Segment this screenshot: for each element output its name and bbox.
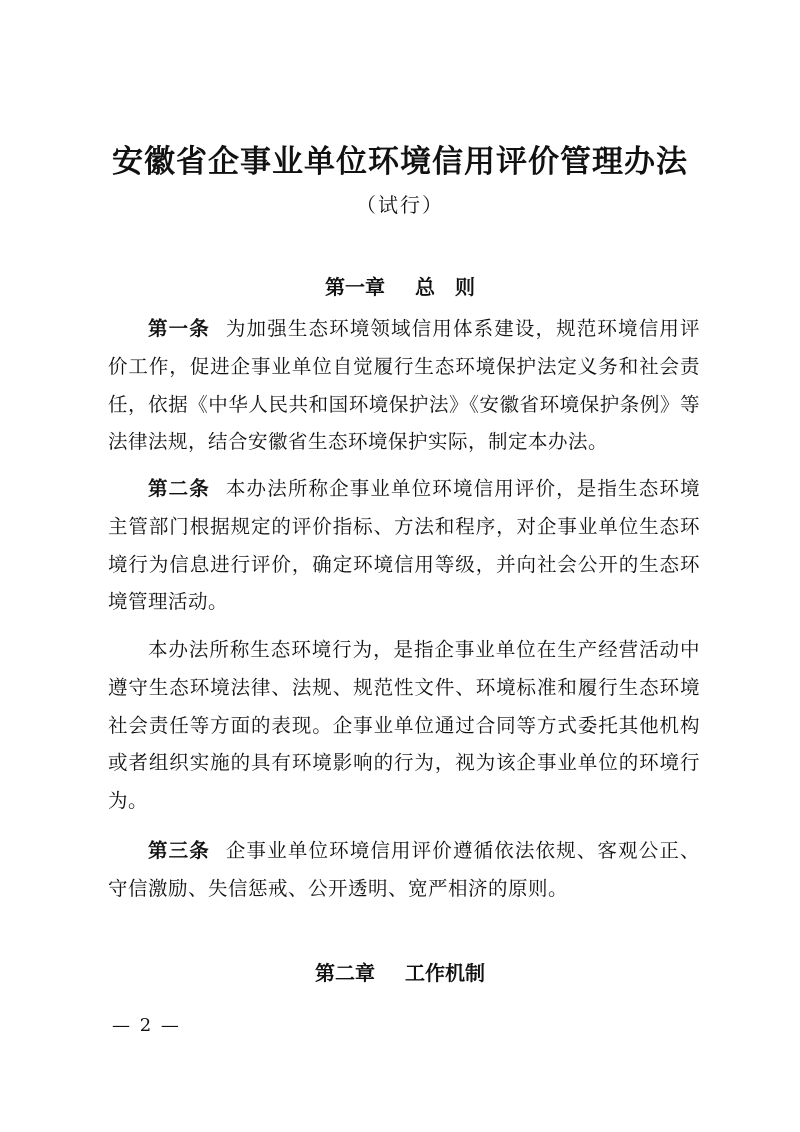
article-text: 企事业单位环境信用评价遵循依法依规、客观公正、守信激励、失信惩戒、公开透明、宽严相济的原则。 [108, 839, 700, 900]
article-text: 本办法所称生态环境行为，是指企事业单位在生产经营活动中遵守生态环境法律、法规、规范性文件、环境标准和履行生态环境社会责任等方面的表现。企事业单位通过合同等方式委托其他机构或者组织实施的具有环境影响的行为，视为该企事业单位的环境行为。 [108, 638, 700, 813]
article-paragraph [108, 832, 700, 908]
article-paragraph [108, 470, 700, 621]
chapter-number: 第一章 [325, 275, 385, 299]
page-number: — 2 — [112, 1015, 181, 1036]
article-paragraph [108, 631, 700, 820]
article-number: 第三条 [148, 839, 210, 862]
chapter-name: 工作机制 [405, 961, 485, 985]
article-text: 本办法所称企事业单位环境信用评价，是指生态环境主管部门根据规定的评价指标、方法和程序，对企事业单位生态环境行为信息进行评价，确定环境信用等级，并向社会公开的生态环境管理活动。 [108, 477, 700, 614]
chapter-heading [0, 272, 800, 302]
chapter-name: 总 则 [415, 275, 475, 299]
chapter-heading [0, 958, 800, 988]
article-number: 第二条 [148, 477, 210, 500]
document-subtitle: （试行） [356, 193, 444, 217]
article-text: 为加强生态环境领域信用体系建设，规范环境信用评价工作，促进企事业单位自觉履行生态环境保护法定义务和社会责任，依据《中华人民共和国环境保护法》《安徽省环境保护条例》等法律法规，结合安徽省生态环境保护实际，制定本办法。 [108, 317, 700, 454]
article-paragraph [108, 310, 700, 461]
chapter-number: 第二章 [315, 961, 375, 985]
article-number: 第一条 [148, 317, 210, 340]
document-title: 安徽省企事业单位环境信用评价管理办法 [112, 144, 688, 180]
